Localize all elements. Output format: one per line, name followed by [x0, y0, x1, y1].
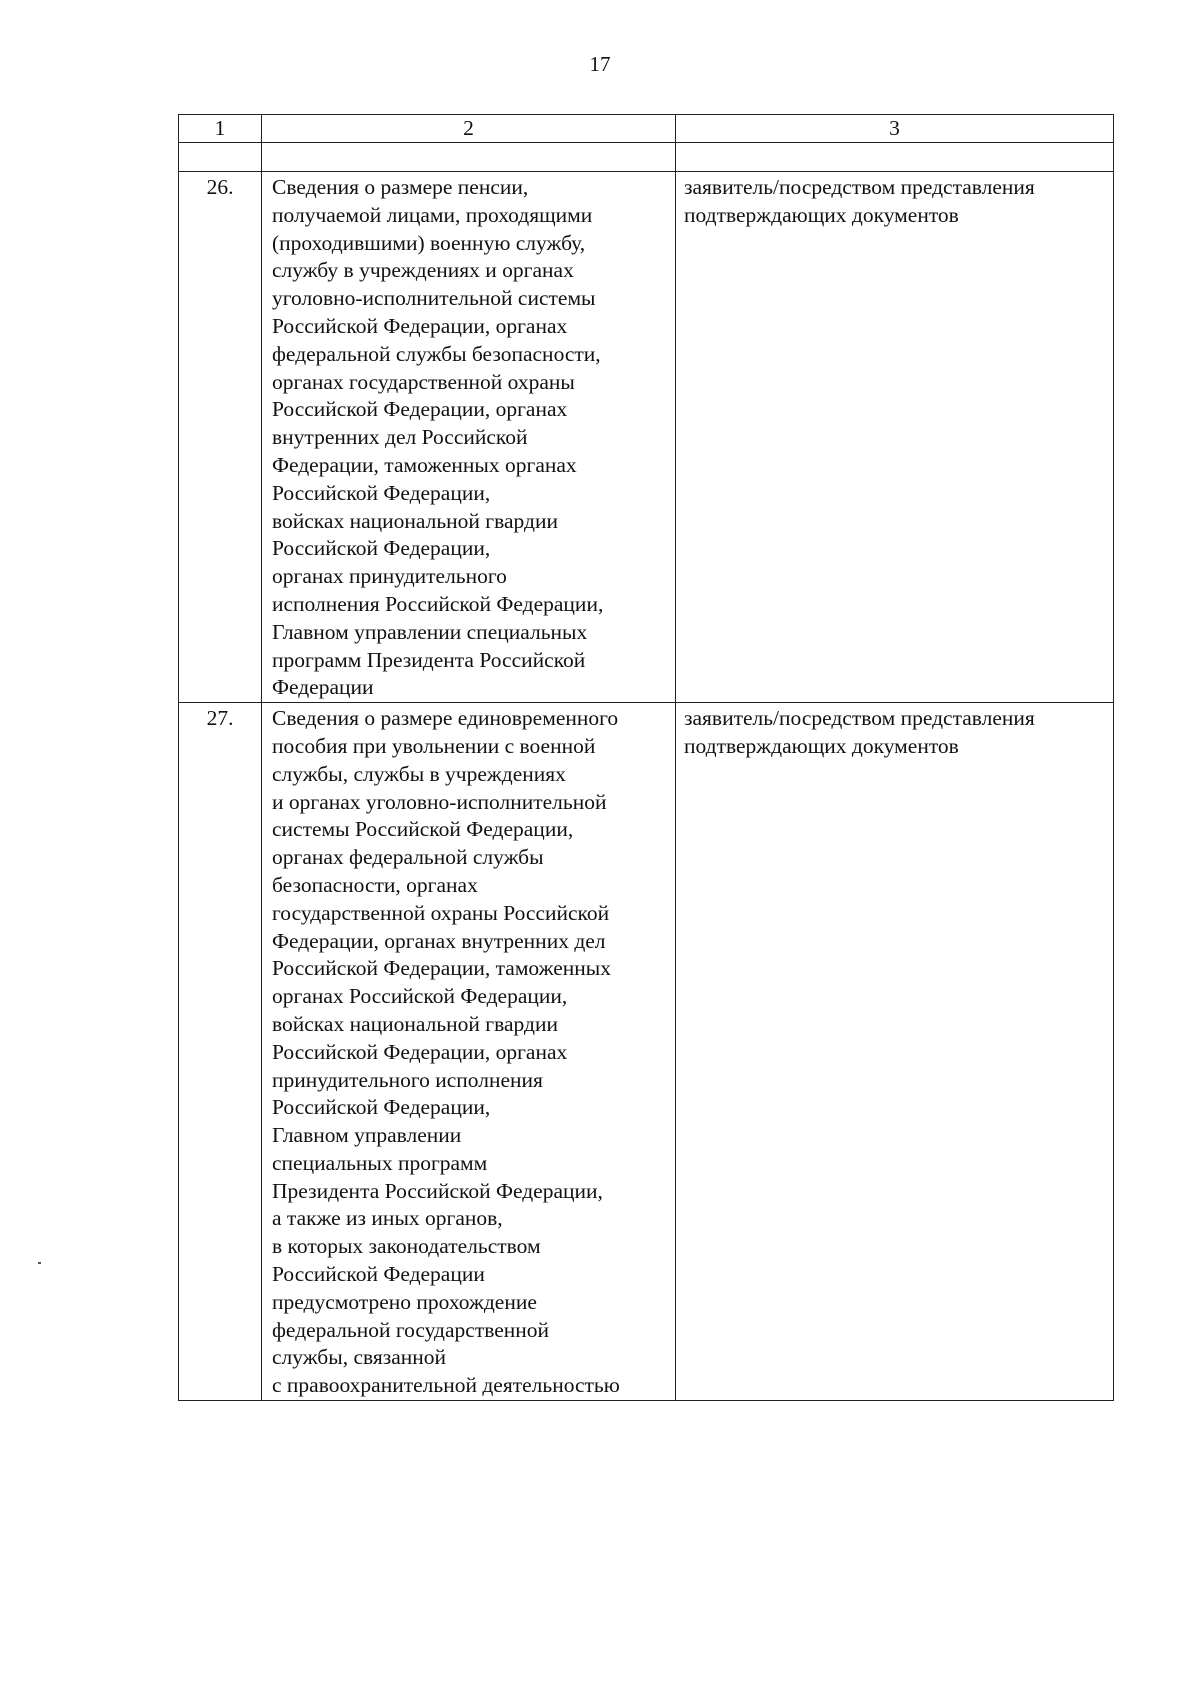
row-source	[676, 703, 1114, 1401]
text-line: Федерации	[272, 675, 374, 700]
text-line: Российской Федерации,	[272, 480, 491, 505]
table-header-row	[179, 115, 1114, 143]
text-line: службу в учреждениях и органах	[272, 258, 574, 283]
text-line: Главном управлении	[272, 1123, 462, 1148]
column-header-1: 1	[179, 115, 262, 143]
table-row	[179, 172, 1114, 703]
table-row	[179, 703, 1114, 1401]
text-line: Федерации, органах внутренних дел	[272, 928, 606, 953]
text-line: подтверждающих документов	[684, 733, 959, 758]
text-line: безопасности, органах	[272, 872, 478, 897]
text-line: Главном управлении специальных	[272, 619, 588, 644]
text-line: пособия при увольнении с военной	[272, 733, 596, 758]
row-number: 27.	[179, 703, 262, 1401]
document-table	[178, 114, 1114, 1401]
row-number: 26.	[179, 172, 262, 703]
text-line: а также из иных органов,	[272, 1206, 503, 1231]
text-line: органах федеральной службы	[272, 845, 544, 870]
row-description	[262, 703, 676, 1401]
text-line: специальных программ	[272, 1150, 488, 1175]
text-line: Президента Российской Федерации,	[272, 1178, 603, 1203]
text-line: предусмотрено прохождение	[272, 1289, 537, 1314]
text-line: федеральной государственной	[272, 1317, 550, 1342]
text-line: в которых законодательством	[272, 1234, 541, 1259]
text-line: системы Российской Федерации,	[272, 817, 574, 842]
text-line: службы, службы в учреждениях	[272, 761, 566, 786]
text-line: заявитель/посредством представления	[684, 175, 1035, 199]
text-line: службы, связанной	[272, 1345, 447, 1370]
text-line: органах Российской Федерации,	[272, 984, 568, 1009]
text-line: с правоохранительной деятельностью	[272, 1373, 620, 1398]
text-line: Российской Федерации,	[272, 536, 491, 561]
text-line: федеральной службы безопасности,	[272, 341, 601, 366]
text-line: Федерации, таможенных органах	[272, 452, 577, 477]
row-source	[676, 172, 1114, 703]
text-line: и органах уголовно-исполнительной	[272, 789, 607, 814]
text-line: Российской Федерации, органах	[272, 1039, 568, 1064]
text-line: получаемой лицами, проходящими	[272, 202, 593, 227]
text-line: Российской Федерации, таможенных	[272, 956, 611, 981]
text-line: органах государственной охраны	[272, 369, 575, 394]
text-line: Сведения о размере пенсии,	[272, 175, 529, 199]
text-line: Российской Федерации, органах	[272, 397, 568, 422]
text-line: (проходившими) военную службу,	[272, 230, 586, 255]
text-line: внутренних дел Российской	[272, 425, 528, 450]
text-line: исполнения Российской Федерации,	[272, 591, 604, 616]
scan-speck	[38, 1262, 41, 1264]
spacer-cell	[179, 143, 262, 172]
text-line: войсках национальной гвардии	[272, 1011, 558, 1036]
text-line: Российской Федерации	[272, 1262, 485, 1287]
text-line: Сведения о размере единовременного	[272, 706, 619, 731]
text-line: Российской Федерации,	[272, 1095, 491, 1120]
text-line: подтверждающих документов	[684, 202, 959, 227]
page-number: 17	[589, 52, 611, 76]
column-header-2: 2	[262, 115, 676, 143]
spacer-cell	[676, 143, 1114, 172]
table-spacer-row	[179, 143, 1114, 172]
text-line: Российской Федерации, органах	[272, 313, 568, 338]
text-line: государственной охраны Российской	[272, 900, 610, 925]
text-line: уголовно-исполнительной системы	[272, 286, 596, 311]
text-line: войсках национальной гвардии	[272, 508, 558, 533]
text-line: органах принудительного	[272, 564, 507, 589]
text-line: программ Президента Российской	[272, 647, 586, 672]
text-line: заявитель/посредством представления	[684, 706, 1035, 731]
text-line: принудительного исполнения	[272, 1067, 543, 1092]
spacer-cell	[262, 143, 676, 172]
row-description	[262, 172, 676, 703]
column-header-3: 3	[676, 115, 1114, 143]
